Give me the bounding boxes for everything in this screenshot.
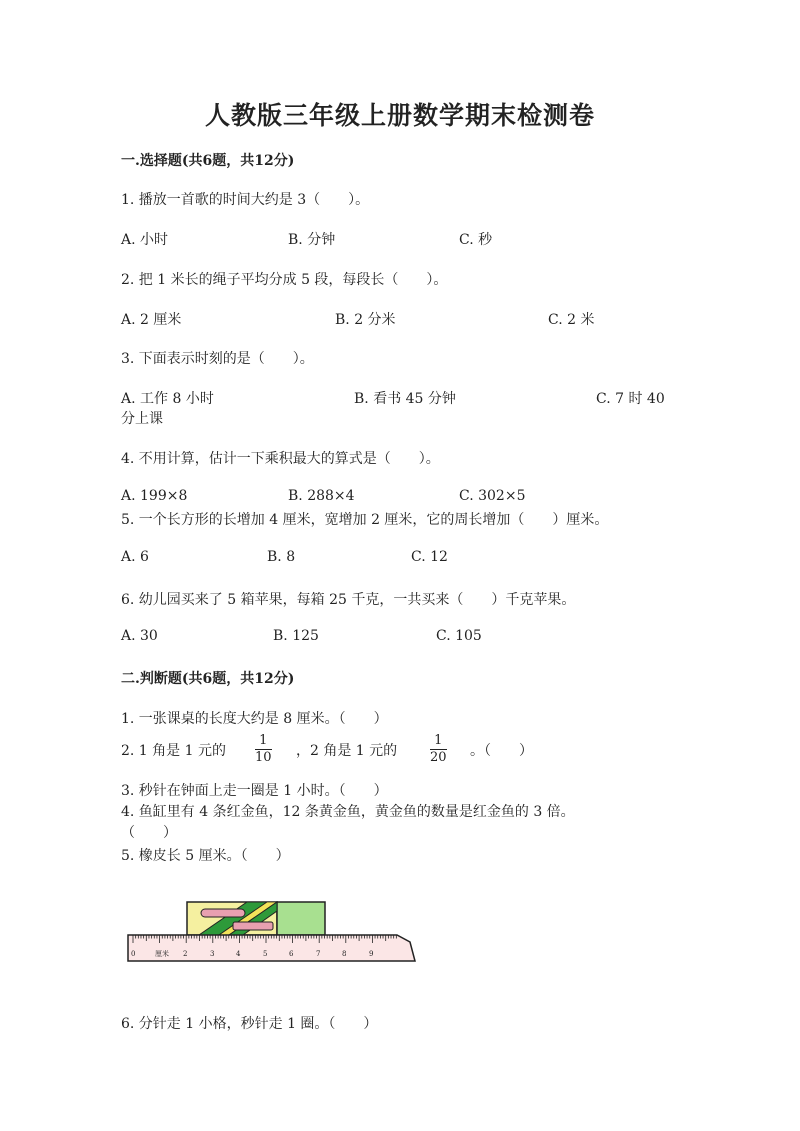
section-heading-judge: 二.判断题(共6题，共12分) <box>121 671 295 687</box>
question-6: 6. 幼儿园买来了 5 箱苹果，每箱 25 千克，一共买来（ ）千克苹果。 <box>121 592 576 608</box>
ruler-tick-label: 9 <box>369 950 374 958</box>
option-5c[interactable]: C. 12 <box>411 549 448 565</box>
question-3: 3. 下面表示时刻的是（ ）。 <box>121 351 314 367</box>
question-1: 1. 播放一首歌的时间大约是 3（ ）。 <box>121 192 370 208</box>
section-heading-choice: 一.选择题(共6题，共12分) <box>121 153 295 169</box>
fraction-denominator: 20 <box>430 750 447 765</box>
judge-question-3: 3. 秒针在钟面上走一圈是 1 小时。（ ） <box>121 783 388 799</box>
option-4b[interactable]: B. 288×4 <box>288 488 355 504</box>
judge-question-1: 1. 一张课桌的长度大约是 8 厘米。（ ） <box>121 711 388 727</box>
fraction-denominator: 10 <box>255 750 272 765</box>
option-3a[interactable]: A. 工作 8 小时 <box>121 391 214 407</box>
judge-question-2-part-b: ，2 角是 1 元的 <box>296 743 398 759</box>
fraction-numerator: 1 <box>434 733 443 748</box>
page-title: 人教版三年级上册数学期末检测卷 <box>204 101 595 130</box>
option-2c[interactable]: C. 2 米 <box>548 312 595 328</box>
option-1c[interactable]: C. 秒 <box>459 232 493 248</box>
option-6b[interactable]: B. 125 <box>273 628 319 644</box>
question-4: 4. 不用计算，估计一下乘积最大的算式是（ ）。 <box>121 451 440 467</box>
ruler-tick-label: 5 <box>263 950 268 958</box>
judge-question-5: 5. 橡皮长 5 厘米。（ ） <box>121 848 290 864</box>
option-3c[interactable]: C. 7 时 40 <box>596 391 665 407</box>
option-3b[interactable]: B. 看书 45 分钟 <box>354 391 456 407</box>
ruler-tick-label: 7 <box>316 950 321 958</box>
ruler-tick-label: 2 <box>183 950 188 958</box>
eraser-sleeve-top <box>201 909 245 917</box>
ruler-tick-label: 4 <box>236 950 241 958</box>
option-2a[interactable]: A. 2 厘米 <box>121 312 182 328</box>
eraser-right-part <box>277 902 325 935</box>
eraser-sleeve-bottom <box>233 922 273 930</box>
ruler-tick-label: 6 <box>289 950 294 958</box>
question-2: 2. 把 1 米长的绳子平均分成 5 段，每段长（ ）。 <box>121 272 448 288</box>
option-1b[interactable]: B. 分钟 <box>288 232 336 248</box>
ruler-tick-label: 3 <box>210 950 215 958</box>
judge-question-2-part-c: 。（ ） <box>470 743 533 759</box>
judge-question-2-part-a: 2. 1 角是 1 元的 <box>121 743 226 759</box>
fraction-one-tenth <box>255 733 272 766</box>
option-5b[interactable]: B. 8 <box>267 549 296 565</box>
option-5a[interactable]: A. 6 <box>121 549 149 565</box>
option-4a[interactable]: A. 199×8 <box>121 488 188 504</box>
eraser-ruler-figure <box>125 895 425 970</box>
ruler-tick-label: 8 <box>342 950 347 958</box>
option-6c[interactable]: C. 105 <box>436 628 482 644</box>
judge-question-6: 6. 分针走 1 小格，秒针走 1 圈。（ ） <box>121 1016 378 1032</box>
option-2b[interactable]: B. 2 分米 <box>335 312 396 328</box>
fraction-numerator: 1 <box>259 733 268 748</box>
judge-question-4: 4. 鱼缸里有 4 条红金鱼，12 条黄金鱼，黄金鱼的数量是红金鱼的 3 倍。 <box>121 804 575 820</box>
option-4c[interactable]: C. 302×5 <box>459 488 526 504</box>
fraction-one-twentieth <box>430 733 447 766</box>
option-6a[interactable]: A. 30 <box>121 628 158 644</box>
option-1a[interactable]: A. 小时 <box>121 232 169 248</box>
judge-question-4-answer: （ ） <box>121 825 177 841</box>
ruler-tick-label: 0 <box>131 950 136 958</box>
option-3c-continued: 分上课 <box>121 411 163 427</box>
question-5: 5. 一个长方形的长增加 4 厘米，宽增加 2 厘米，它的周长增加（ ）厘米。 <box>121 512 609 528</box>
ruler-unit-label: 厘米 <box>155 950 169 958</box>
